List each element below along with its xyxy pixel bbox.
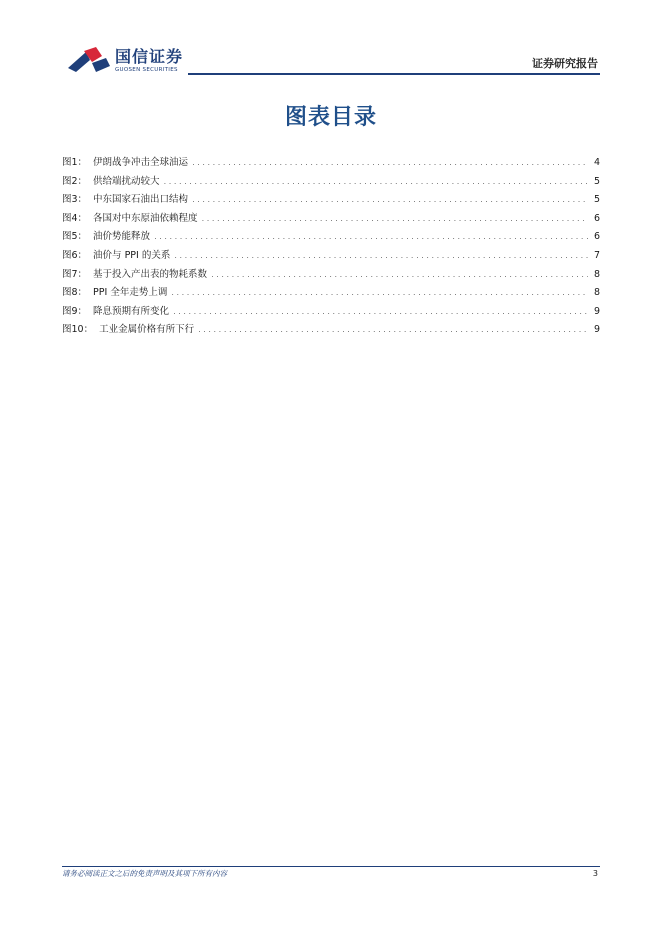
toc-entry-title: PPI 全年走势上调 bbox=[93, 287, 168, 299]
footer-disclaimer: 请务必阅读正文之后的免责声明及其项下所有内容 bbox=[62, 869, 227, 878]
toc-entry[interactable] bbox=[62, 228, 600, 247]
toc-entry-page: 9 bbox=[593, 324, 600, 336]
toc-entry-number: 图9： bbox=[62, 305, 88, 317]
toc-entry-page: 6 bbox=[593, 212, 600, 224]
toc-entry-number: 图3： bbox=[62, 194, 88, 206]
toc-entry-number: 图10： bbox=[62, 324, 94, 336]
toc-entry-page: 5 bbox=[593, 194, 600, 206]
toc-entry[interactable] bbox=[62, 191, 600, 210]
toc-entry-number: 图1： bbox=[62, 157, 88, 168]
toc-entry-title: 供给端扰动较大 bbox=[93, 175, 160, 187]
toc-leader-dots bbox=[192, 191, 588, 210]
brand-name-en: GUOSEN SECURITIES bbox=[115, 67, 178, 73]
toc-entry-title: 各国对中东原油依赖程度 bbox=[93, 212, 198, 224]
toc-entry[interactable] bbox=[62, 210, 600, 229]
toc-entry-title: 基于投入产出表的物耗系数 bbox=[93, 268, 208, 280]
toc-entry-title: 油价势能释放 bbox=[93, 231, 151, 243]
toc-entry-title: 中东国家石油出口结构 bbox=[93, 194, 189, 206]
toc-entry-number: 图2： bbox=[62, 175, 88, 187]
toc-entry[interactable] bbox=[62, 303, 600, 322]
toc-entry-title: 降息预期有所变化 bbox=[93, 305, 170, 317]
toc-leader-dots bbox=[171, 284, 588, 303]
report-type-label: 证券研究报告 bbox=[532, 57, 598, 70]
header-divider bbox=[188, 73, 600, 75]
toc-entry-page: 7 bbox=[593, 249, 600, 261]
toc-entry[interactable] bbox=[62, 247, 600, 266]
toc-entry-number: 图6： bbox=[62, 249, 88, 261]
toc-entry[interactable] bbox=[62, 154, 600, 173]
toc-entry[interactable] bbox=[62, 173, 600, 192]
page-title: 图表目录 bbox=[284, 105, 377, 130]
toc-entry[interactable] bbox=[62, 266, 600, 285]
toc-leader-dots bbox=[164, 173, 588, 192]
brand-name-cn: 国信证券 bbox=[115, 47, 184, 66]
toc-entry-number: 图7： bbox=[62, 268, 88, 280]
toc-entry-title: 伊朗战争冲击全球油运 bbox=[93, 157, 189, 168]
footer-page-number: 3 bbox=[592, 869, 598, 878]
toc-entry-page: 9 bbox=[593, 305, 600, 317]
toc-leader-dots bbox=[211, 266, 588, 285]
toc-entry-page: 4 bbox=[593, 157, 600, 168]
guosen-logo-icon bbox=[66, 46, 112, 76]
toc-entry-title: 工业金属价格有所下行 bbox=[99, 324, 195, 336]
toc-entry-number: 图4： bbox=[62, 212, 88, 224]
figure-toc bbox=[62, 154, 600, 340]
toc-entry-number: 图5： bbox=[62, 231, 88, 243]
toc-leader-dots bbox=[174, 247, 588, 266]
toc-leader-dots bbox=[202, 210, 588, 229]
page-header bbox=[0, 0, 662, 80]
footer-divider bbox=[62, 866, 600, 867]
toc-entry[interactable] bbox=[62, 321, 600, 340]
toc-entry-page: 5 bbox=[593, 175, 600, 187]
toc-leader-dots bbox=[198, 321, 588, 340]
toc-entry-page: 6 bbox=[593, 231, 600, 243]
toc-entry-page: 8 bbox=[593, 268, 600, 280]
toc-leader-dots bbox=[192, 154, 588, 173]
toc-entry-page: 8 bbox=[593, 287, 600, 299]
toc-entry-title: 油价与 PPI 的关系 bbox=[93, 249, 171, 261]
toc-leader-dots bbox=[173, 303, 588, 322]
toc-leader-dots bbox=[154, 228, 588, 247]
toc-entry-number: 图8： bbox=[62, 287, 88, 299]
toc-entry[interactable] bbox=[62, 284, 600, 303]
